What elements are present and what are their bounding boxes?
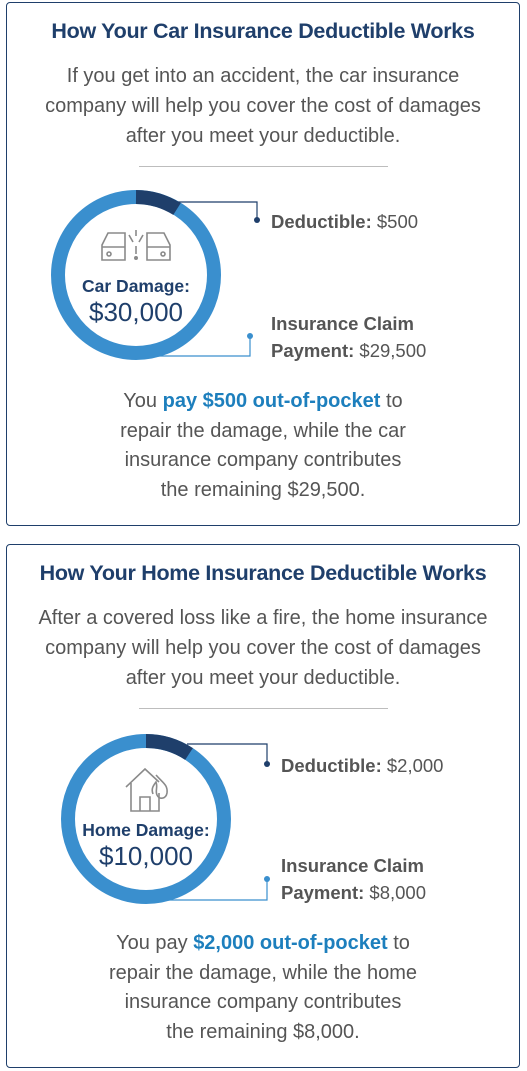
claim-label: Insurance Claim: [271, 313, 414, 334]
intro-line: after you meet your deductible.: [125, 125, 401, 147]
home-summary: [27, 929, 499, 1047]
deductible-value: $2,000: [386, 755, 444, 776]
house-fire-icon: [126, 769, 167, 811]
car-crash-icon: [102, 230, 170, 260]
summary-text: to: [387, 932, 410, 954]
car-deductible-dot: [254, 217, 260, 223]
deductible-label: Deductible:: [281, 755, 382, 776]
intro-line: company will help you cover the cost of damages: [45, 637, 481, 659]
intro-line: After a covered loss like a fire, the home insurance: [38, 607, 488, 629]
car-damage-label: Car Damage:: [82, 276, 190, 296]
intro-line: If you get into an accident, the car insurance: [66, 65, 460, 87]
deductible-label: Deductible:: [271, 211, 372, 232]
home-damage-amount: $10,000: [99, 841, 193, 871]
intro-line: company will help you cover the cost of damages: [45, 95, 481, 117]
summary-line: the remaining $29,500.: [160, 478, 366, 501]
summary-text: to: [380, 390, 403, 412]
car-deductible-callout: [271, 208, 418, 235]
home-deductible-callout: [281, 752, 443, 779]
car-claim-dot: [247, 333, 253, 339]
home-deductible-card: [6, 544, 520, 1068]
home-deductible-arc: [146, 741, 189, 754]
home-claim-ring: [68, 741, 224, 897]
claim-value: $29,500: [359, 340, 427, 361]
summary-line: repair the damage, while the home: [109, 961, 417, 984]
car-deductible-arc: [136, 197, 177, 209]
car-claim-callout: [271, 310, 426, 364]
home-claim-callout: [281, 852, 426, 906]
home-damage-label: Home Damage:: [82, 820, 210, 840]
summary-line: insurance company contributes: [124, 449, 402, 471]
intro-line: after you meet your deductible.: [125, 667, 401, 689]
home-claim-dot: [264, 876, 270, 882]
car-damage-amount: $30,000: [89, 297, 183, 327]
claim-value: $8,000: [369, 882, 427, 903]
car-summary: [27, 387, 499, 505]
summary-line: insurance company contributes: [124, 991, 402, 1013]
car-claim-ring: [58, 197, 214, 353]
home-deductible-dot: [264, 761, 270, 767]
summary-highlight: pay $500 out-of-pocket: [162, 390, 381, 412]
home-card-title: How Your Home Insurance Deductible Works: [39, 561, 487, 585]
claim-label: Payment:: [281, 882, 365, 903]
car-card-title: How Your Car Insurance Deductible Works: [51, 19, 475, 43]
car-deductible-card: [6, 2, 520, 526]
summary-text: You: [123, 390, 163, 412]
deductible-value: $500: [376, 211, 419, 232]
claim-label: Payment:: [271, 340, 355, 361]
summary-line: repair the damage, while the car: [120, 419, 406, 442]
summary-highlight: $2,000 out-of-pocket: [193, 932, 388, 954]
summary-text: You pay: [116, 932, 194, 954]
claim-label: Insurance Claim: [281, 855, 424, 876]
summary-line: the remaining $8,000.: [166, 1020, 360, 1043]
